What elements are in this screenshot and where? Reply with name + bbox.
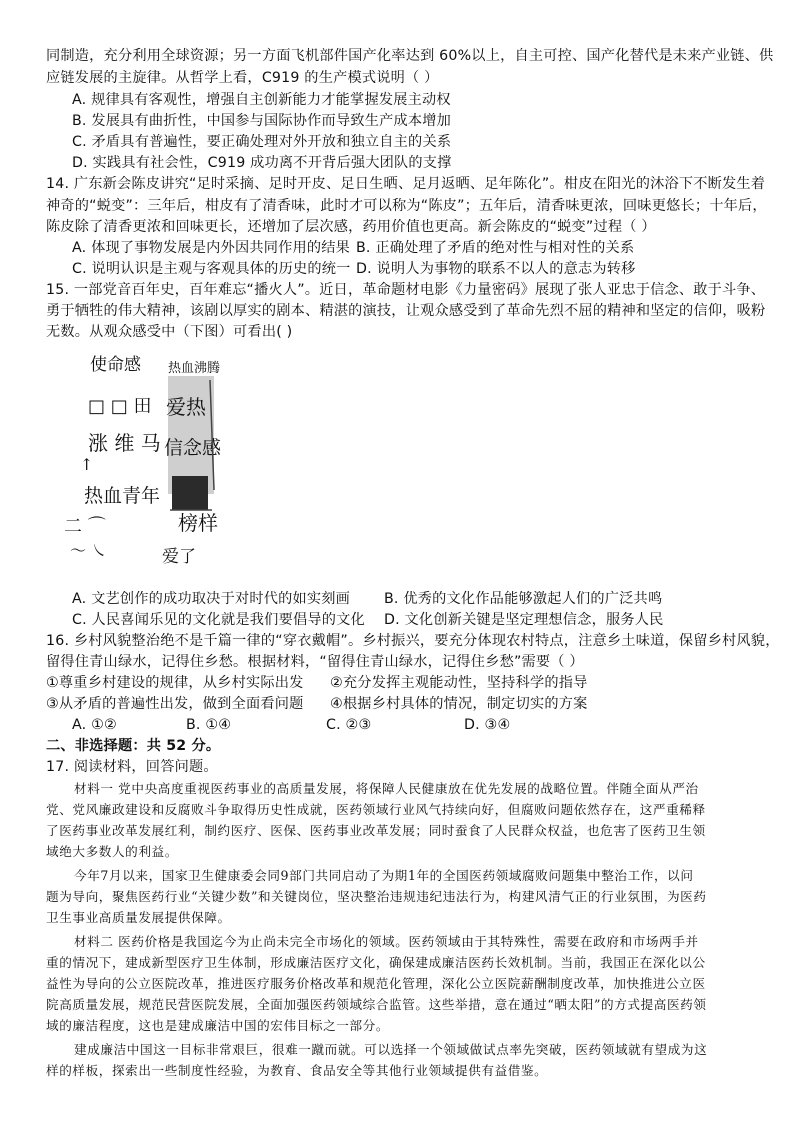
figure-word-2: 热血沸腾 [168, 361, 221, 376]
q17-material-1-line-4: 域绝大多数人的利益。 [46, 844, 178, 859]
figure-word-6: 榜样 [178, 511, 218, 535]
q15-stem-line-3: 无数。从观众感受中（下图）可看出( ) [46, 324, 293, 340]
q16-option-b: B. ①④ [186, 717, 232, 733]
q15-option-b: B. 优秀的文化作品能够激起人们的广泛共鸣 [384, 591, 663, 607]
figure-word-4: 信念感 [164, 437, 222, 459]
q17-material-3-line-1: 建成廉洁中国这一目标非常艰巨，很难一蹴而就。可以选择一个领域做试点率先突破，医药领域就有望成为这 [74, 1042, 708, 1057]
q13-option-b: B. 发展具有曲折性，中国参与国际协作而导致生产成本增加 [72, 113, 452, 129]
q16-stem-line-2: 留得住青山绿水，记得住乡愁。根据材料，“留得住青山绿水，记得住乡愁”需要（ ） [46, 654, 584, 670]
q17-material-1b-line-1: 今年7月以来，国家卫生健康委会同9部门共同启动了为期1年的全国医药领域腐败问题集中整治工作，以问 [74, 868, 694, 883]
q13-stem-line-1: 同制造，充分利用全球资源；另一方面飞机部件国产化率达到 60%以上，自主可控、国产化替代是未来产业链、供 [46, 48, 774, 64]
q16-option-a: A. ①② [72, 717, 117, 733]
figure-word-1: 使命感 [90, 355, 141, 375]
q17-material-3-line-2: 样的样板，探索出一些制度性经验，为教育、食品安全等其他行业领域提供有益借鉴。 [46, 1063, 548, 1078]
q17-material-2-line-4: 院高质量发展，规范民营医院发展，全面加强医药领域综合监管。这些举措，意在通过“晒太阳”的方式提高医药领 [46, 997, 707, 1012]
q13-option-c: C. 矛盾具有普遍性，要正确处理对外开放和独立自主的关系 [72, 134, 452, 150]
q16-option-c: C. ②③ [326, 717, 372, 733]
figure-word-7: 爱了 [162, 547, 196, 567]
q15-stem-line-1: 15. 一部党音百年史，百年难忘“播火人”。近日，革命题材电影《力量密码》展现了张人亚忠于信念、敢于斗争、 [46, 282, 766, 298]
q17-material-2-line-2: 重的情况下，建成新型医疗卫生体制，形成廉洁医疗文化，确保建成廉洁医药长效机制。当前，我国正在深化以公 [46, 955, 706, 970]
q16-option-d: D. ③④ [464, 717, 511, 733]
q17-material-2-line-3: 益性为导向的公立医院改革，推进医疗服务价格改革和规范化管理，深化公立医院薪酬制度改革，加快推进公立医 [46, 976, 706, 991]
q17-material-1-line-1: 材料一 党中央高度重视医药事业的高质量发展，将保障人民健康放在优先发展的战略位置。伴随全面从严治 [74, 781, 699, 796]
section-2-heading: 二、非选择题：共 52 分。 [46, 738, 221, 754]
q16-statement-1: ①尊重乡村建设的规律，从乡村实际出发 [46, 675, 304, 691]
q13-option-d: D. 实践具有社会性，C919 成功离不开背后强大团队的支撑 [72, 155, 452, 171]
q14-option-a: A. 体现了事物发展是内外因共同作用的结果 [72, 240, 351, 256]
figure-scribble-dark [172, 476, 208, 510]
q17-material-1-line-3: 了医药事业改革发展红利，制约医疗、医保、医药事业改革发展；同时蚕食了人民群众权益，也危害了医药卫生领 [46, 823, 706, 838]
q17-material-1b-line-3: 卫生事业高质量发展提供保障。 [46, 910, 231, 925]
q14-option-d: D. 说明人为事物的联系不以人的意志为转移 [356, 261, 636, 277]
figure-doodle-lines: 二 ⌒ [64, 516, 106, 537]
q15-option-a: A. 文艺创作的成功取决于对时代的如实刻画 [72, 591, 351, 607]
q13-stem-line-2: 应链发展的主旋律。从哲学上看，C919 的生产模式说明（ ） [46, 70, 439, 86]
q17-material-1-line-2: 党、党风廉政建设和反腐败斗争取得历史性成就，医药领域行业风气持续向好，但腐败问题依然存在，这严重稀释 [46, 802, 706, 817]
figure-word-3: 爱热 [166, 395, 206, 419]
audience-feedback-figure [60, 350, 300, 572]
q15-option-d: D. 文化创新关键是坚定理想信念，服务人民 [384, 612, 664, 628]
q16-stem-line-1: 16. 乡村风貌整治绝不是千篇一律的“穿衣戴帽”。乡村振兴，要充分体现农村特点，注意乡土味道，保留乡村风貌， [46, 633, 780, 649]
q13-option-a: A. 规律具有客观性，增强自主创新能力才能掌握发展主动权 [72, 92, 451, 108]
handwriting-figure-svg [60, 350, 300, 572]
figure-doodle-curve: 〜 ㇏ [70, 541, 108, 560]
q17-intro: 17. 阅读材料，回答问题。 [46, 759, 218, 775]
q14-stem-line-3: 陈皮除了清香更浓和回味更长，还增加了层次感，药用价值也更高。新会陈皮的“蜕变”过程（ ） [46, 219, 656, 235]
q14-option-c: C. 说明认识是主观与客观具体的历史的统一 [72, 261, 351, 277]
q14-option-b: B. 正确处理了矛盾的绝对性与相对性的关系 [356, 240, 635, 256]
q14-stem-line-2: 神奇的“蜕变”：三年后，柑皮有了清香味，此时才可以称为“陈皮”；五年后，清香味更浓，回味更悠长；十年后， [46, 198, 767, 214]
q17-material-1b-line-2: 题为导向，聚焦医药行业“关键少数”和关键岗位，坚决整治违规违纪违法行为，构建风清气正的行业氛围，为医药 [46, 889, 707, 904]
q17-material-2-line-1: 材料二 医药价格是我国迄今为止尚未完全市场化的领域。医药领域由于其特殊性，需要在政府和市场两手并 [74, 934, 699, 949]
q15-option-c: C. 人民喜闻乐见的文化就是我们要倡导的文化 [72, 612, 365, 628]
figure-doodle-mark: ↑ [80, 455, 94, 474]
q14-stem-line-1: 14. 广东新会陈皮讲究“足时采摘、足时开皮、足日生晒、足月返晒、足年陈化”。柑皮在阳光的沐浴下不断发生着 [46, 176, 766, 192]
figure-word-5: 热血青年 [84, 485, 161, 507]
q15-stem-line-2: 勇于牺牲的伟大精神，该剧以厚实的剧本、精湛的演技，让观众感受到了革命先烈不屈的精神和坚定的信仰，吸粉 [46, 303, 766, 319]
figure-doodle-boxes: □ □ 田 [88, 396, 152, 417]
q16-statement-4: ④根据乡村具体的情况，制定切实的方案 [330, 696, 588, 712]
figure-word-3-left: 涨 维 马 [88, 431, 161, 455]
q16-statement-2: ②充分发挥主观能动性，坚持科学的指导 [330, 675, 588, 691]
q16-statement-3: ③从矛盾的普遍性出发，做到全面看问题 [46, 696, 304, 712]
q17-material-2-line-5: 域的廉洁程度，这也是建成廉洁中国的宏伟目标之一部分。 [46, 1018, 390, 1033]
